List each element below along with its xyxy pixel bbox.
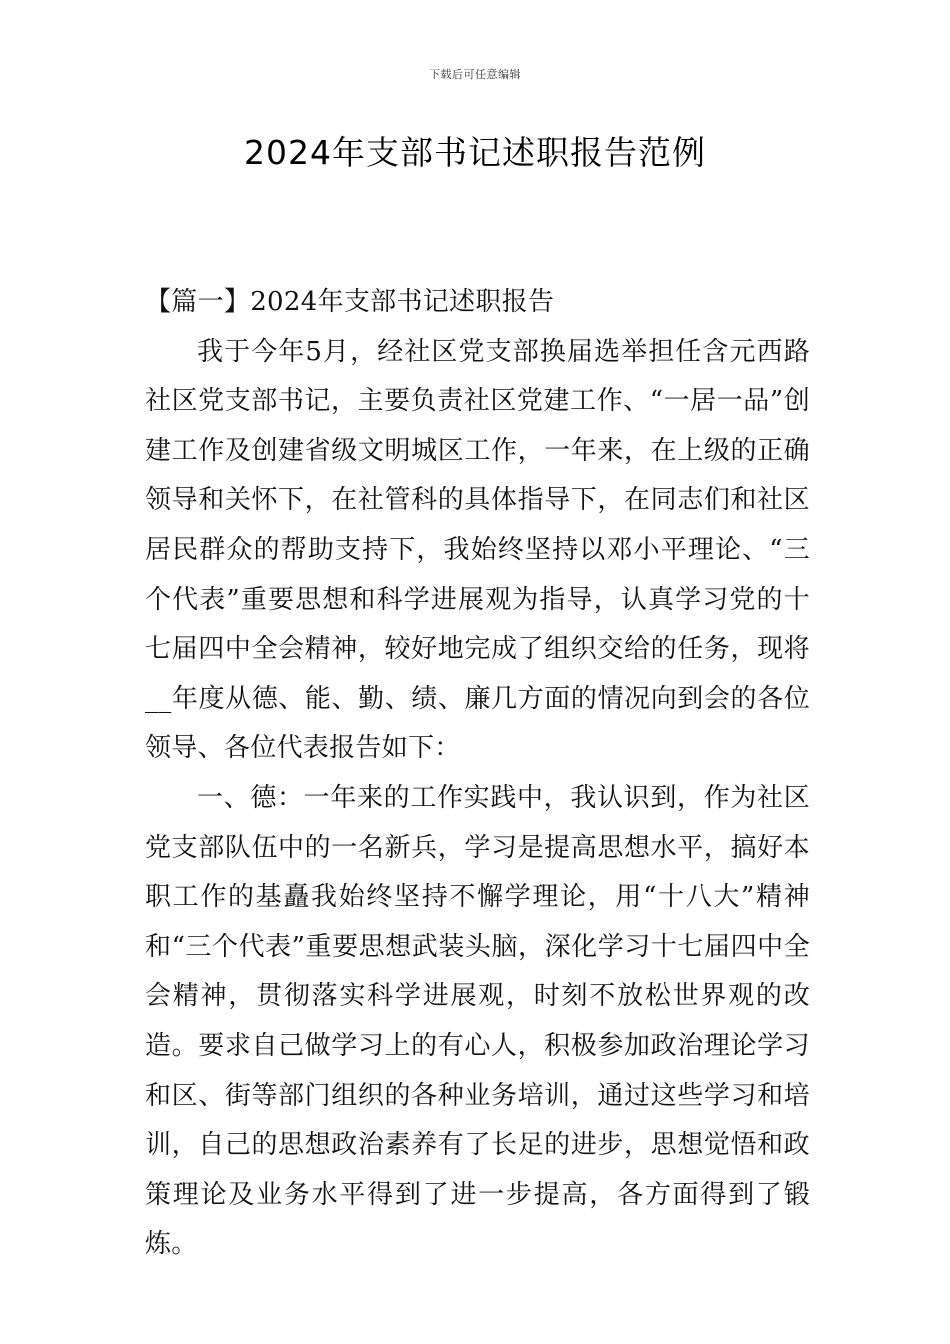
header-note: 下载后可任意编辑 [429,68,521,81]
section-heading: 【篇一】2024年支部书记述职报告 [145,287,555,317]
paragraph-virtue: 一、德：一年来的工作实践中，我认识到，作为社区党支部队伍中的一名新兵，学习是提高思想水平，搞好本职工作的基矗我始终坚持不懈学理论，用“十八大”精神和“三个代表”重要思想武装头脑，深化学习十七届四中全会精神，贯彻落实科学进展观，时刻不放松世界观的改造。要求自己做学习上的有心人，积极参加政治理论学习和区、街等部门组织的各种业务培训，通过这些学习和培训，自己的思想政治素养有了长足的进步，思想觉悟和政策理论及业务水平得到了进一步提高，各方面得到了锻炼。 [145,782,810,1260]
document-body [145,278,810,1270]
paragraph-intro: 我于今年5月，经社区党支部换届选举担任含元西路社区党支部书记，主要负责社区党建工作、“一居一品”创建工作及创建省级文明城区工作，一年来，在上级的正确领导和关怀下，在社管科的具体指导下，在同志们和社区居民群众的帮助支持下，我始终坚持以邓小平理论、“三个代表”重要思想和科学进展观为指导，认真学习党的十七届四中全会精神，较好地完成了组织交给的任务，现将__年度从德、能、勤、绩、廉几方面的情况向到会的各位领导、各位代表报告如下： [145,336,810,764]
document-title: 2024年支部书记述职报告范例 [244,133,706,172]
